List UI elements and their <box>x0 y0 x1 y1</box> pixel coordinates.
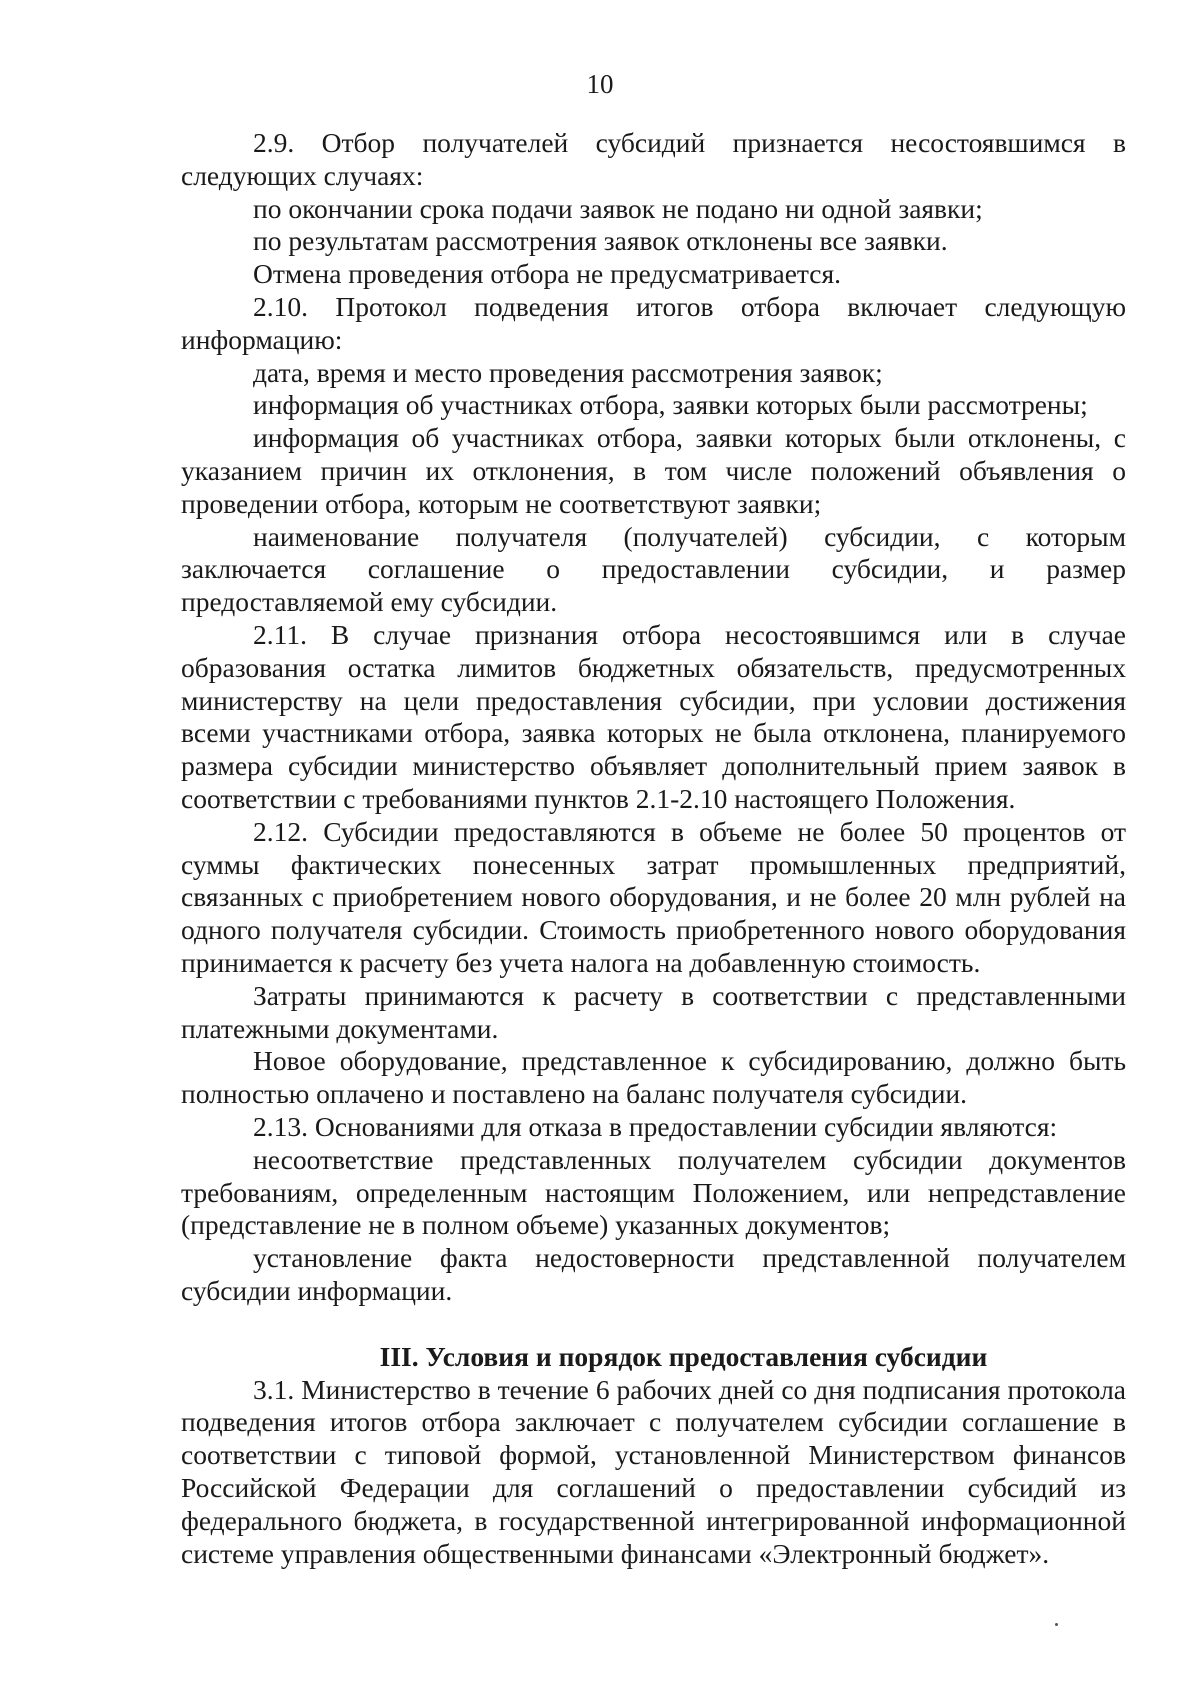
paragraph-2-13: 2.13. Основаниями для отказа в предоставлении субсидии являются: <box>253 1110 1058 1142</box>
paragraph-3-1: 3.1. Министерство в течение 6 рабочих дней со дня подписания протокола подведения итогов отбора заключает с получателем субсидии соглашение в соответствии с типовой формой, установленной Министерством финансов Российской Федерации для соглашений о предоставлении субсидий из федерального бюджета, в государственной интегрированной информационной системе управления общественными финансами «Электронный бюджет». <box>181 1373 1126 1569</box>
paragraph-cancellation: Отмена проведения отбора не предусматривается. <box>253 258 842 290</box>
paragraph-new-equipment: Новое оборудование, представленное к субсидированию, должно быть полностью оплачено и поставлено на баланс получателя субсидии. <box>181 1045 1126 1110</box>
paragraph-2-12: 2.12. Субсидии предоставляются в объеме не более 50 процентов от суммы фактических понесенных затрат промышленных предприятий, связанных с приобретением нового оборудования, и не более 20 млн рублей на одного получателя субсидии. Стоимость приобретенного нового оборудования принимается к расчету без учета налога на добавленную стоимость. <box>181 815 1126 978</box>
paragraph-2-9: 2.9. Отбор получателей субсидий признается несостоявшимся в следующих случаях: <box>181 127 1126 191</box>
paragraph-2-10-item-2: информация об участниках отбора, заявки которых были рассмотрены; <box>253 389 1088 421</box>
paragraph-2-11: 2.11. В случае признания отбора несостоявшимся или в случае образования остатка лимитов бюджетных обязательств, предусмотренных министерству на цели предоставления субсидии, при условии достижения всеми участниками отбора, заявка которых не была отклонена, планируемого размера субсидии министерство объявляет дополнительный прием заявок в соответствии с требованиями пунктов 2.1-2.10 настоящего Положения. <box>181 618 1126 814</box>
document-body <box>181 127 1126 1570</box>
paragraph-2-10-item-4: наименование получателя (получателей) субсидии, с которым заключается соглашение о предоставлении субсидии, и размер предоставляемой ему субсидии. <box>181 520 1126 618</box>
paragraph-2-9-case-1: по окончании срока подачи заявок не подано ни одной заявки; <box>253 192 983 224</box>
paragraph-2-10: 2.10. Протокол подведения итогов отбора включает следующую информацию: <box>181 290 1126 355</box>
paragraph-2-10-item-3: информация об участниках отбора, заявки которых были отклонены, с указанием причин их отклонения, в том числе положений объявления о проведении отбора, которым не соответствуют заявки; <box>181 422 1126 519</box>
scan-speck <box>1055 1623 1058 1626</box>
paragraph-2-10-item-1: дата, время и место проведения рассмотрения заявок; <box>253 356 883 388</box>
paragraph-costs: Затраты принимаются к расчету в соответствии с представленными платежными документами. <box>181 979 1126 1044</box>
paragraph-2-13-item-2: установление факта недостоверности представленной получателем субсидии информации. <box>181 1242 1126 1306</box>
paragraph-2-13-item-1: несоответствие представленных получателем субсидии документов требованиям, определенным настоящим Положением, или непредставление (представление не в полном объеме) указанных документов; <box>181 1143 1126 1241</box>
page-number: 10 <box>586 69 614 99</box>
section-heading: III. Условия и порядок предоставления субсидии <box>379 1340 988 1372</box>
paragraph-2-9-case-2: по результатам рассмотрения заявок отклонены все заявки. <box>253 225 948 257</box>
